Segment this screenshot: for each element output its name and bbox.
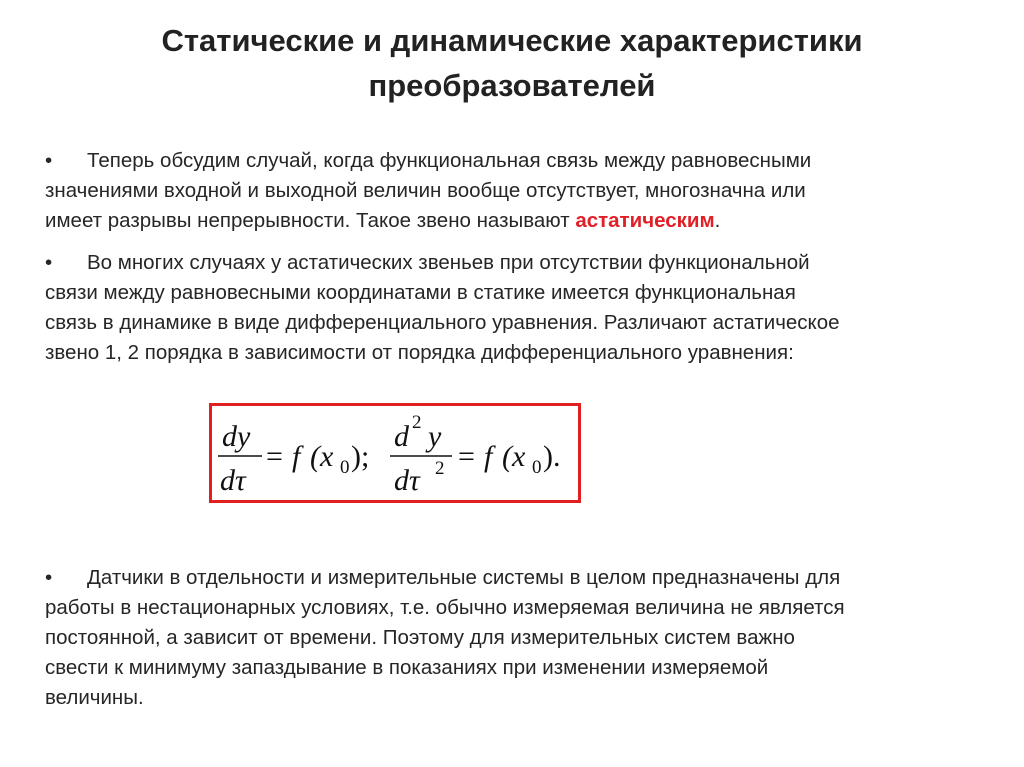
paragraph-line: звено 1, 2 порядка в зависимости от порядка дифференциального уравнения: — [45, 341, 794, 364]
paragraph-line: связи между равновесными координатами в статике имеется функциональная — [45, 281, 796, 304]
paragraph-sensors — [45, 563, 990, 713]
paragraph-text: . — [714, 209, 721, 232]
formula-frac1-denominator: dτ — [220, 464, 246, 497]
paragraph-line — [45, 206, 990, 236]
formula-equation — [212, 406, 578, 500]
bullet-icon: • — [45, 149, 53, 172]
paragraph-line: величины. — [45, 686, 144, 709]
formula-function: f — [292, 440, 301, 473]
formula-function: f — [484, 440, 493, 473]
formula-subscript: 0 — [340, 457, 350, 478]
slide-title-line-1: Статические и динамические характеристики — [161, 23, 863, 58]
formula-variable: (x — [310, 440, 334, 473]
bullet-icon: • — [45, 566, 53, 589]
paragraph-text: Датчики в отдельности и измерительные системы в целом предназначены для — [87, 566, 841, 589]
formula-frac2-denominator-power: 2 — [435, 458, 445, 479]
slide-title-line-2: преобразователей — [368, 68, 656, 103]
paragraph-text: имеет разрывы непрерывности. Такое звено называют — [45, 209, 576, 232]
paragraph-line: значениями входной и выходной величин вообще отсутствует, многозначна или — [45, 179, 806, 202]
paragraph-line — [45, 248, 990, 278]
highlighted-term: астатическим — [575, 209, 715, 232]
formula-frac2-numerator-power: 2 — [412, 412, 422, 433]
paragraph-astatic-definition — [45, 146, 990, 236]
formula-box — [209, 403, 581, 503]
paragraph-line — [45, 146, 990, 176]
formula-variable: (x — [502, 440, 526, 473]
formula-frac1-numerator: dy — [222, 420, 251, 453]
formula-frac2-numerator-y: y — [428, 420, 442, 453]
formula-separator: ); — [351, 440, 370, 473]
formula-frac2-numerator-d: d — [394, 420, 409, 453]
bullet-icon: • — [45, 251, 53, 274]
paragraph-astatic-dynamics — [45, 248, 990, 368]
formula-terminator: ). — [543, 440, 561, 473]
formula-equals: = — [266, 440, 283, 473]
paragraph-line: постоянной, а зависит от времени. Поэтому для измерительных систем важно — [45, 626, 795, 649]
formula-subscript: 0 — [532, 457, 542, 478]
paragraph-text: Во многих случаях у астатических звеньев при отсутствии функциональной — [87, 251, 810, 274]
paragraph-line: работы в нестационарных условиях, т.е. обычно измеряемая величина не является — [45, 596, 845, 619]
formula-equals: = — [458, 440, 475, 473]
paragraph-line — [45, 563, 990, 593]
paragraph-line: свести к минимуму запаздывание в показаниях при изменении измеряемой — [45, 656, 769, 679]
formula-frac2-denominator: dτ — [394, 464, 420, 497]
slide-title — [0, 18, 1024, 108]
paragraph-line: связь в динамике в виде дифференциального уравнения. Различают астатическое — [45, 311, 840, 334]
paragraph-text: Теперь обсудим случай, когда функциональная связь между равновесными — [87, 149, 812, 172]
